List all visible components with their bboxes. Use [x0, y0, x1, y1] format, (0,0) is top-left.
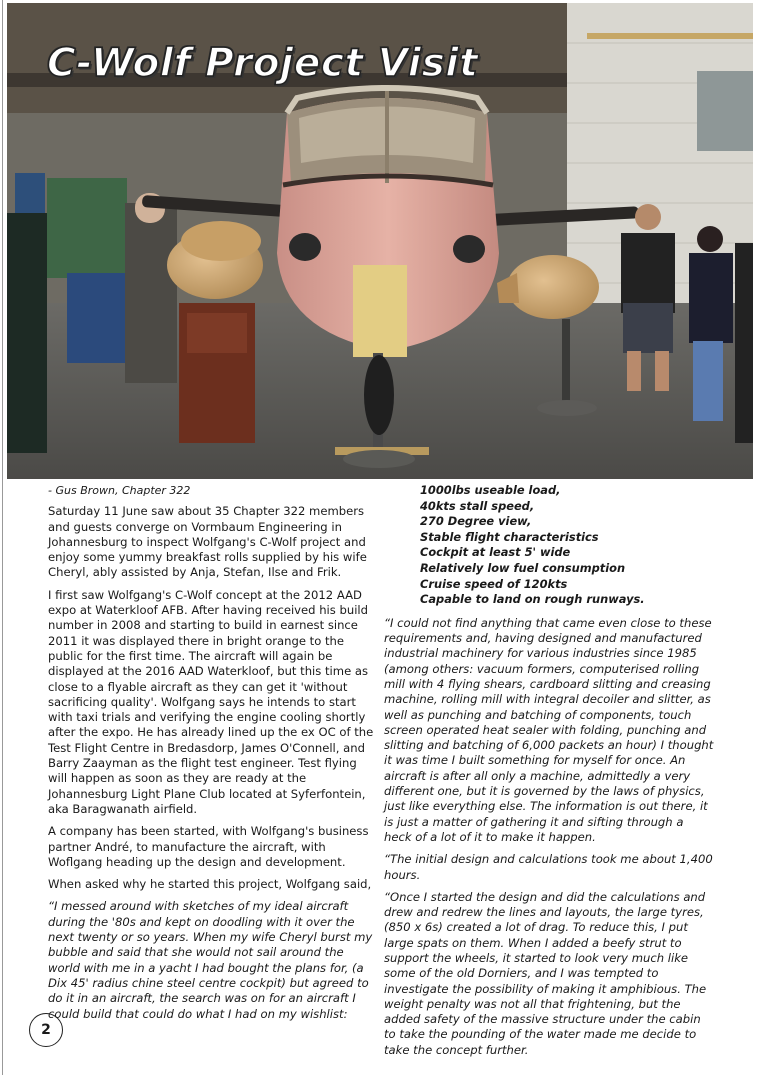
right-column [384, 483, 714, 1065]
quote-paragraph: “The initial design and calculations took me about 1,400 hours. [384, 852, 713, 882]
wishlist-item: Cruise speed of 120kts [420, 576, 568, 591]
left-column [48, 483, 374, 1029]
quote-paragraph: “I could not find anything that came even close to these requirements and, having designed and manufactured industrial machinery for various industries since 1985 (among others: vacuum formers, computerised rolling mill with 4 flying shears, cardboard slitting and creasing machine, rolling mill with integral decoiler and slitter, as well as punching and batching of components, touch screen operated heat sealer with folding, punching and slitting and batching of 6,000 packets an hour) I thought it was time I built something for myself for once. An aircraft is after all only a machine, admittedly a very different one, but it is governed by the laws of physics, just like everything else. The information is out there, it is just a matter of gathering it and sifting through a heck of a lot of it to make it happen. [384, 615, 714, 844]
wishlist-item: Stable flight characteristics [420, 529, 599, 544]
paragraph: When asked why he started this project, Wolfgang said, [48, 877, 372, 892]
wishlist-item: 1000lbs useable load, [420, 483, 561, 497]
page-number: 2 [29, 1013, 63, 1047]
byline: - Gus Brown, Chapter 322 [48, 484, 191, 497]
wishlist-item: Cockpit at least 5' wide [420, 545, 571, 560]
page-title: C-Wolf Project Visit [47, 41, 479, 86]
page-edge-line [2, 0, 3, 1075]
wishlist-item: 40kts stall speed, [420, 498, 535, 513]
paragraph: A company has been started, with Wolfgang's business partner André, to manufacture the aircraft, with Woflgang heading up the design and development. [48, 824, 369, 869]
wishlist [420, 483, 714, 608]
hero-photo [7, 3, 753, 479]
wishlist-item: 270 Degree view, [420, 514, 532, 529]
wishlist-item: Relatively low fuel consumption [420, 560, 626, 575]
wishlist-item: Capable to land on rough runways. [420, 592, 645, 607]
quote-paragraph: “Once I started the design and did the calculations and drew and redrew the lines and layouts, the large tyres, (850 x 6s) created a lot of drag. To reduce this, I put large spats on them. When I added a beefy strut to support the wheels, it started to look very much like some of the old Dorniers, and I was tempted to investigate the possibility of making it amphibious. The weight penalty was not all that frightening, but the added safety of the massive structure under the cabin to take the pounding of the water made me decide to take the concept further. [384, 889, 707, 1057]
paragraph: I first saw Wolfgang's C-Wolf concept at the 2012 AAD expo at Waterkloof AFB. After having received his build number in 2008 and starting to build in earnest since 2011 it was displayed there in bright orange to the public for the first time. The aircraft will again be displayed at the 2016 AAD Waterkloof, but this time as close to a flyable aircraft as they can get it 'without sacrificing quality'. Wolfgang says he intends to start with taxi trials and verifying the engine cooling shortly after the expo. He has already lined up the ex OC of the Test Flight Centre in Bredasdorp, James O'Connell, and Barry Zaayman as the flight test engineer. Test flying will happen as soon as they are ready at the Johannesburg Light Plane Club located at Syferfontein, aka Baragwanath airfield. [48, 587, 374, 816]
quote-paragraph: “I messed around with sketches of my ideal aircraft during the '80s and kept on doodling with it over the next twenty or so years. When my wife Cheryl burst my bubble and said that she would not sail around the world with me in a yacht I had bought the plans for, (a Dix 45' radius chine steel centre cockpit) but agreed to do it in an aircraft, the search was on for an aircraft I could build that could do what I had on my wishlist: [48, 899, 373, 1021]
paragraph: Saturday 11 June saw about 35 Chapter 322 members and guests converge on Vormbaum Engineering in Johannesburg to inspect Wolfgang's C-Wolf project and enjoy some yummy breakfast rolls supplied by his wife Cheryl, ably assisted by Anja, Stefan, Ilse and Frik. [48, 504, 367, 580]
